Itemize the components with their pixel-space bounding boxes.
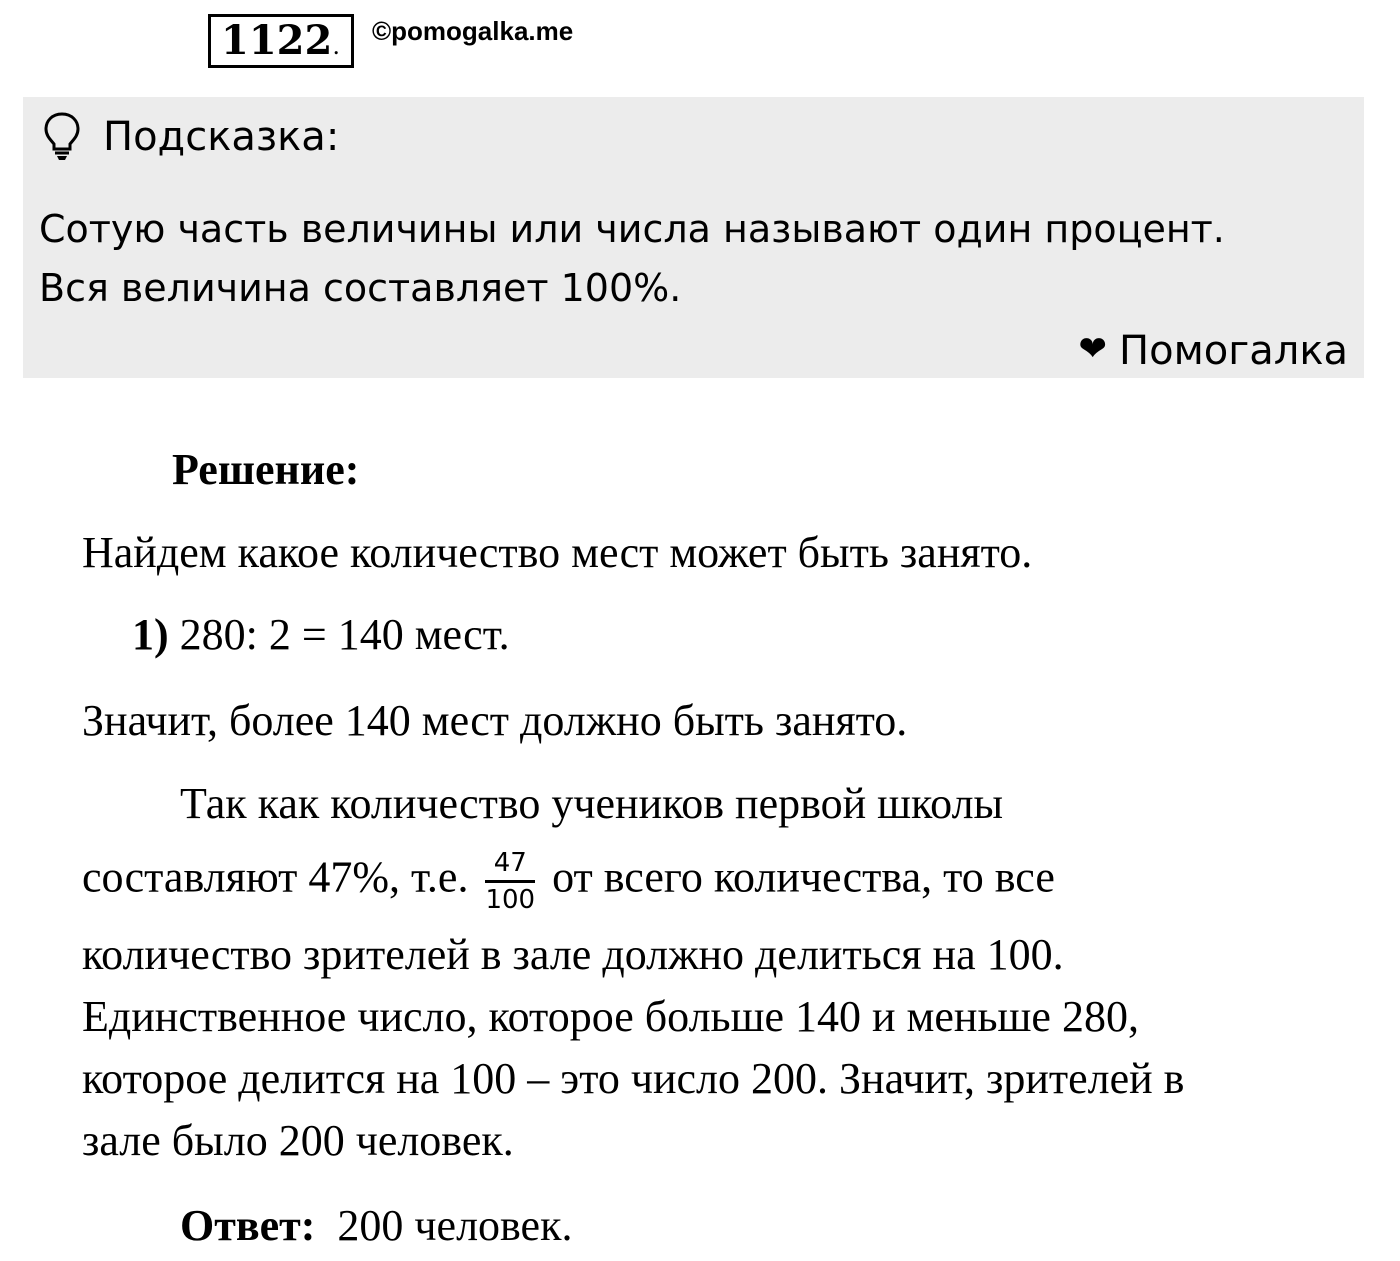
signature-text: Помогалка <box>1119 328 1348 374</box>
fraction <box>485 848 535 915</box>
answer-label: Ответ: <box>180 1201 316 1250</box>
solution-intro: Найдем какое количество мест может быть занято. <box>82 528 1033 577</box>
paragraph-line-3: количество зрителей в зале должно делиться на 100. <box>82 930 1064 979</box>
answer <box>180 1200 572 1252</box>
step-1-expression: 280: 2 = 140 <box>179 610 404 659</box>
paragraph-line-1: Так как количество учеников первой школы <box>180 779 1004 828</box>
step-1-unit: мест. <box>403 610 510 659</box>
fraction-numerator: 47 <box>485 848 535 883</box>
hint-title: Подсказка: <box>103 114 340 160</box>
hint-text-line-1: Сотую часть величины или числа называют один процент. <box>39 207 1225 251</box>
solution-conclusion: Значит, более 140 мест должно быть занято. <box>82 696 908 745</box>
heart-icon: ❤ <box>1078 329 1108 369</box>
brand-watermark: ©pomogalka.me <box>372 16 574 46</box>
step-1-label: 1) <box>132 610 169 659</box>
solution-step-1 <box>132 609 510 661</box>
solution-heading: Решение: <box>172 445 360 494</box>
hint-signature <box>1079 325 1348 375</box>
answer-value: 200 человек. <box>337 1201 573 1250</box>
paragraph-line-2 <box>82 848 1055 915</box>
paragraph-line-5: которое делится на 100 – это число 200. Значит, зрителей в <box>82 1054 1185 1103</box>
paragraph-line-2-end: от всего количества, то все <box>552 852 1055 902</box>
task-number-dot: . <box>332 32 340 60</box>
hint-box <box>23 97 1364 378</box>
task-number: 1122 <box>221 17 333 64</box>
paragraph-line-2-start: составляют 47%, т.е. <box>82 852 469 902</box>
paragraph-line-4: Единственное число, которое больше 140 и меньше 280, <box>82 992 1139 1041</box>
lightbulb-icon <box>43 111 81 161</box>
paragraph-line-6: зале было 200 человек. <box>82 1116 514 1165</box>
hint-text-line-2: Вся величина составляет 100%. <box>39 266 682 310</box>
fraction-denominator: 100 <box>485 885 536 915</box>
task-number-box <box>208 14 354 68</box>
